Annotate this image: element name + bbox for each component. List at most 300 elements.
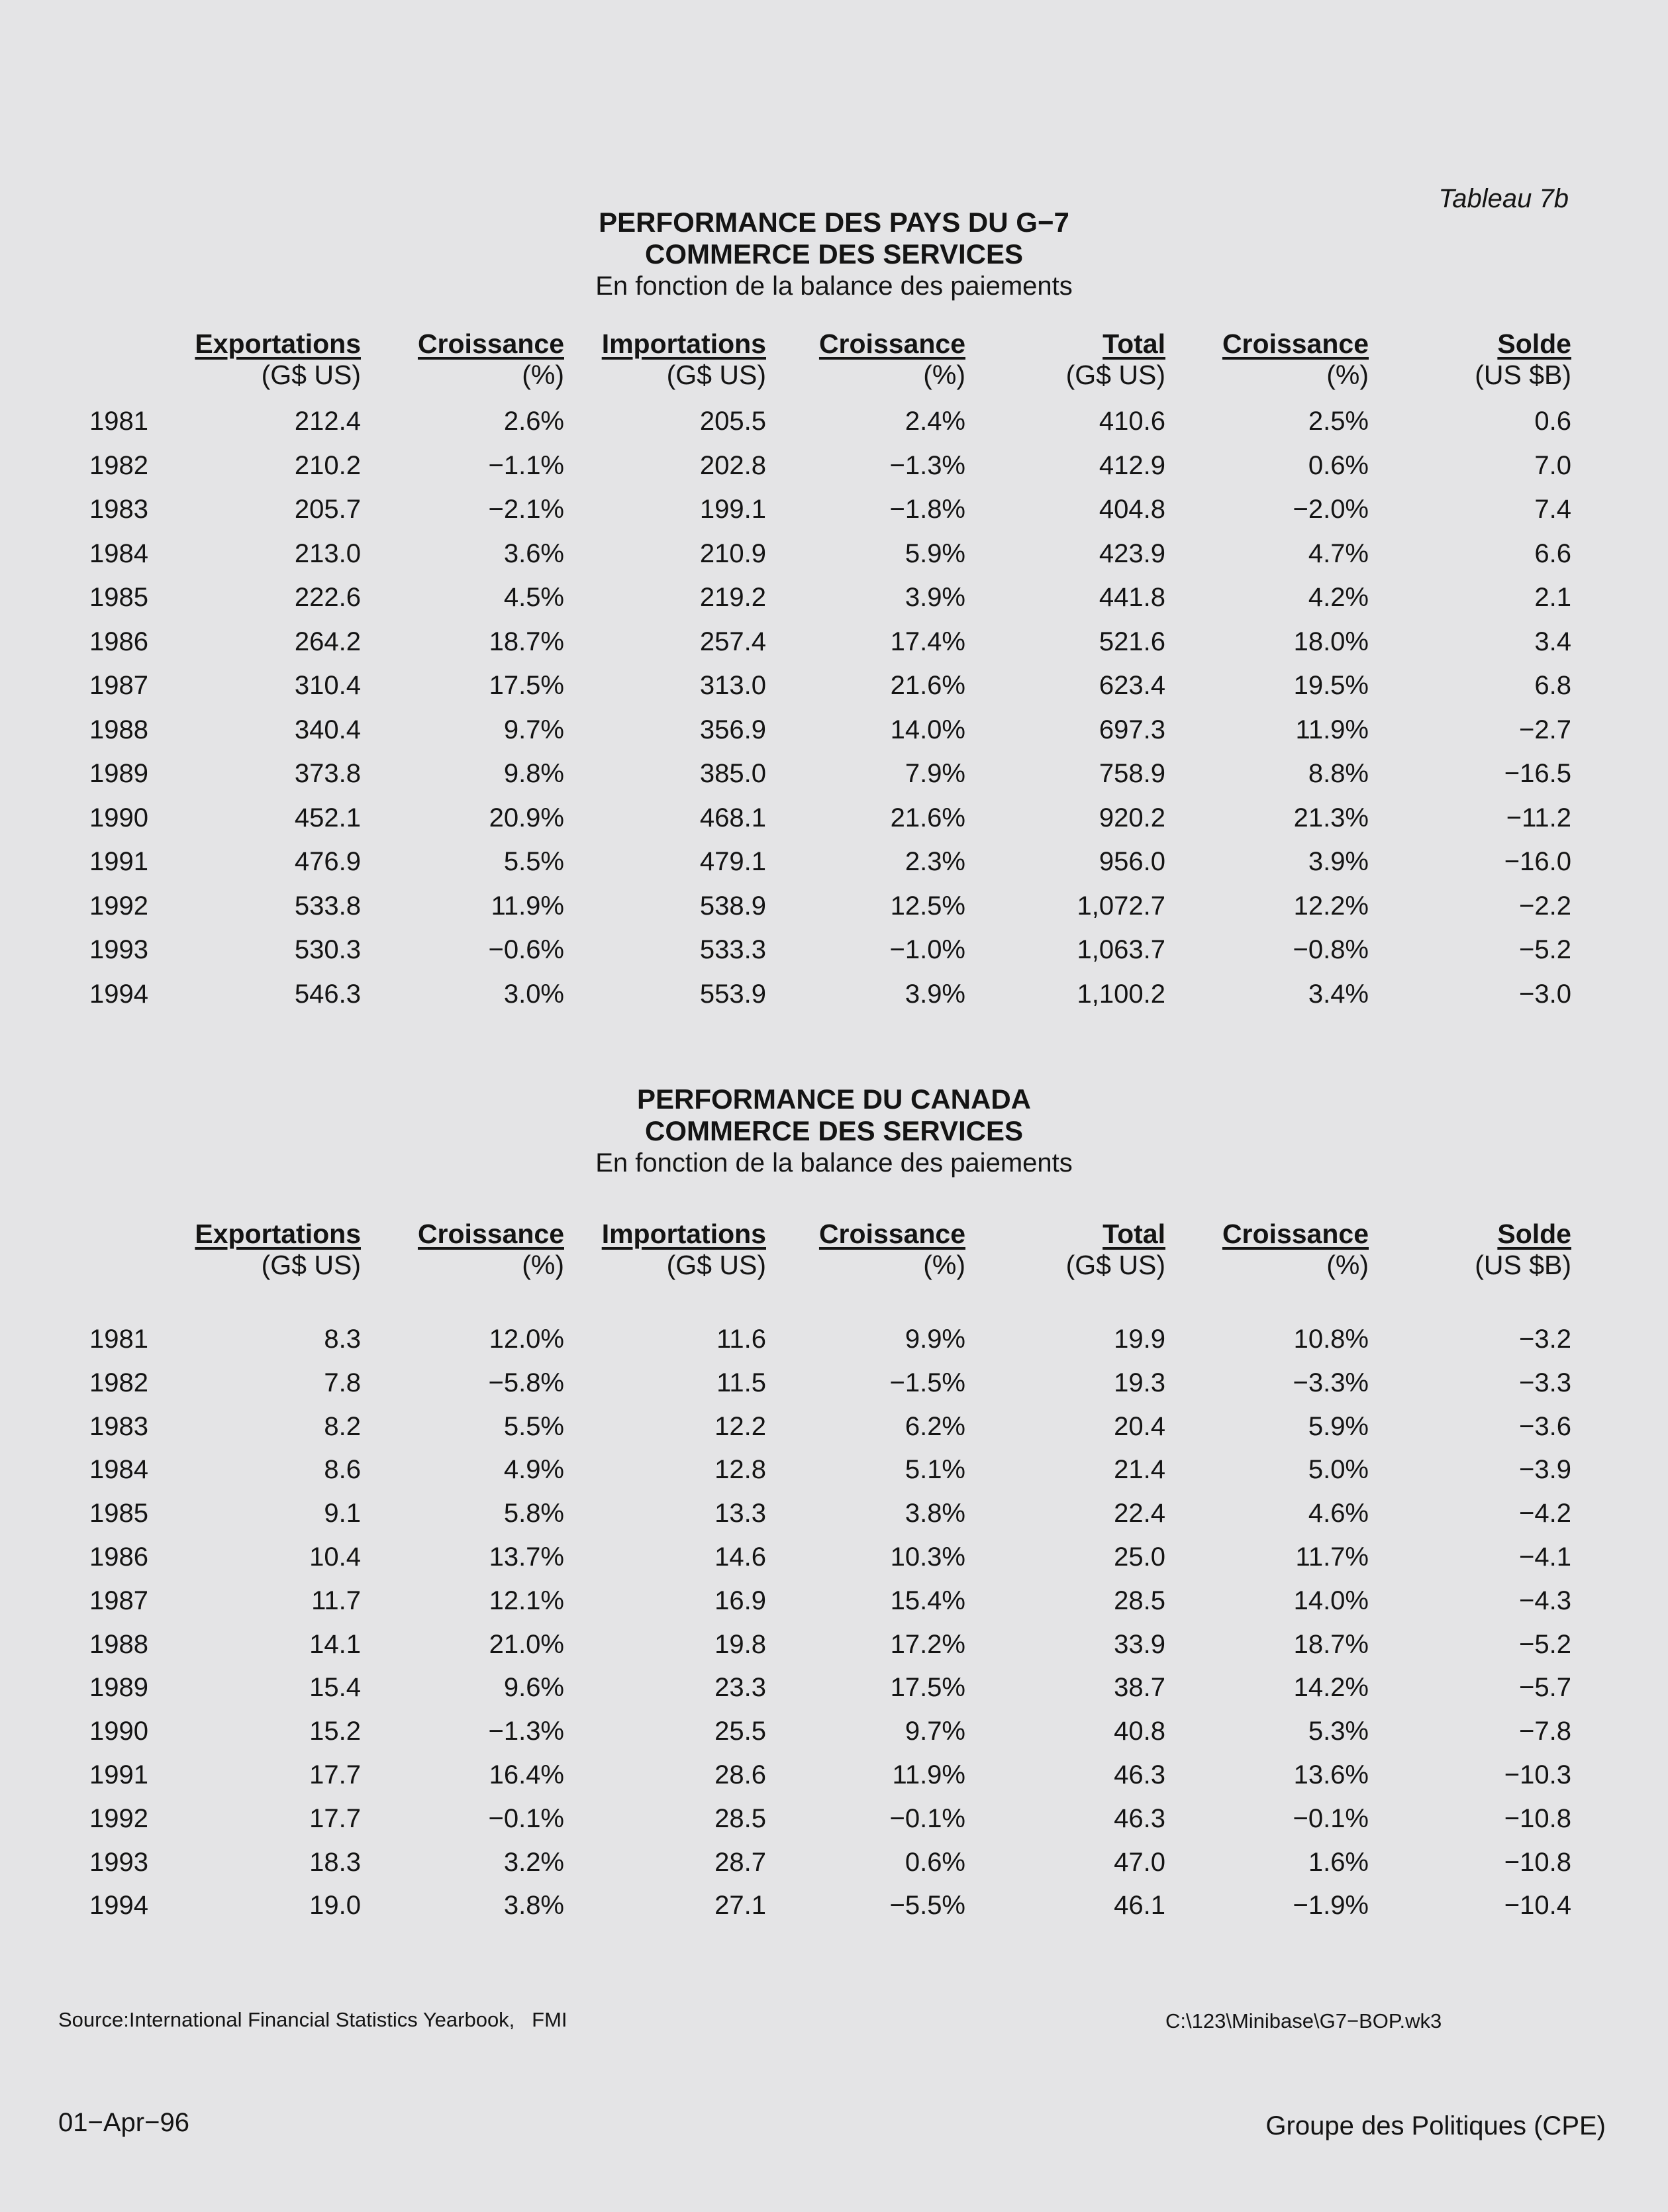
value-cell: 264.2 [294,627,361,656]
year-cell: 1988 [89,1629,148,1659]
value-cell: −1.3% [488,1717,564,1746]
value-cell: 11.9% [1295,715,1369,744]
value-cell: 0.6% [1308,450,1369,480]
value-cell: 25.5 [714,1717,766,1746]
file-path: C:\123\Minibase\G7−BOP.wk3 [1165,2009,1442,2033]
value-cell: 12.2% [1293,891,1369,921]
source-note: Source:International Financial Statistics Yearbook, FMI [58,2008,567,2031]
value-cell: −3.0 [1519,979,1571,1009]
value-cell: −1.8% [889,495,965,524]
value-cell: 385.0 [699,759,766,788]
value-cell: 3.4 [1534,627,1571,656]
value-cell: 21.0% [489,1629,564,1659]
value-cell: 11.9% [892,1760,965,1789]
value-cell: 18.7% [1293,1629,1369,1659]
value-cell: 4.7% [1308,538,1369,568]
year-cell: 1986 [89,1542,148,1572]
value-cell: −2.1% [488,495,564,524]
column-header [195,328,361,391]
value-cell: −16.5 [1504,759,1571,788]
value-cell: −3.2 [1519,1325,1571,1354]
value-cell: 6.6 [1534,538,1571,568]
table-row [0,847,1668,887]
value-cell: 538.9 [699,891,766,921]
value-cell: 2.3% [905,847,965,876]
column-header-label: Croissance [818,328,965,359]
value-cell: 6.2% [905,1411,965,1441]
table-row [0,1412,1668,1452]
year-cell: 1993 [89,935,148,964]
value-cell: 1,100.2 [1077,979,1165,1009]
column-header-unit: (%) [522,360,564,390]
value-cell: 47.0 [1114,1847,1165,1877]
year-cell: 1991 [89,847,148,876]
value-cell: 9.9% [905,1325,965,1354]
value-cell: 441.8 [1099,583,1165,612]
table-row [0,495,1668,534]
value-cell: 12.0% [489,1325,564,1354]
value-cell: 15.4% [890,1585,965,1615]
value-cell: 9.6% [503,1673,564,1703]
column-header-unit: (US $B) [1475,360,1571,390]
value-cell: 11.9% [491,891,564,921]
value-cell: 18.0% [1293,627,1369,656]
table-row [0,1586,1668,1626]
column-header [1475,1219,1571,1281]
value-cell: 20.9% [489,803,564,832]
value-cell: 5.8% [503,1499,564,1529]
year-cell: 1981 [89,1325,148,1354]
value-cell: 3.6% [503,538,564,568]
table-row [0,803,1668,843]
value-cell: 7.9% [905,759,965,788]
column-header-unit: (%) [1326,1250,1369,1280]
value-cell: 3.9% [905,979,965,1009]
value-cell: 19.5% [1293,671,1369,700]
value-cell: 12.1% [489,1585,564,1615]
year-cell: 1992 [89,1803,148,1833]
value-cell: 5.5% [503,847,564,876]
value-cell: 3.9% [1308,847,1369,876]
value-cell: 5.9% [1308,1411,1369,1441]
value-cell: −0.1% [1293,1803,1369,1833]
canada-caption: En fonction de la balance des paiements [595,1148,1073,1178]
column-header [195,1219,361,1281]
value-cell: 21.3% [1293,803,1369,832]
column-header-unit: (%) [923,360,965,390]
value-cell: 404.8 [1099,495,1165,524]
value-cell: 533.8 [294,891,361,921]
column-header-unit: (%) [1326,360,1369,390]
value-cell: −0.6% [488,935,564,964]
value-cell: 7.4 [1534,495,1571,524]
value-cell: −0.1% [889,1803,965,1833]
value-cell: 210.9 [699,538,766,568]
value-cell: 12.2 [714,1411,766,1441]
value-cell: 623.4 [1099,671,1165,700]
year-cell: 1991 [89,1760,148,1789]
value-cell: 5.0% [1308,1455,1369,1485]
table-row [0,1325,1668,1364]
value-cell: 205.5 [699,407,766,436]
table-row [0,891,1668,931]
column-header-label: Importations [601,1219,766,1249]
value-cell: 212.4 [294,407,361,436]
value-cell: 28.6 [714,1760,766,1789]
value-cell: 10.8% [1293,1325,1369,1354]
value-cell: 10.4 [309,1542,361,1572]
value-cell: 18.3 [309,1847,361,1877]
value-cell: 7.0 [1534,450,1571,480]
value-cell: 3.9% [905,583,965,612]
value-cell: 19.3 [1114,1368,1165,1397]
table-row [0,1542,1668,1582]
value-cell: −2.0% [1293,495,1369,524]
canada-subtitle: COMMERCE DES SERVICES [645,1115,1023,1147]
value-cell: 6.8 [1534,671,1571,700]
value-cell: 8.8% [1308,759,1369,788]
value-cell: 3.0% [503,979,564,1009]
value-cell: 4.2% [1308,583,1369,612]
table-number-label: Tableau 7b [1438,184,1569,213]
canada-title-block [0,1083,1668,1178]
value-cell: 14.0% [890,715,965,744]
column-header-label: Exportations [195,328,361,359]
value-cell: 21.4 [1114,1455,1165,1485]
column-header-unit: (%) [522,1250,564,1280]
year-cell: 1983 [89,1411,148,1441]
value-cell: 468.1 [699,803,766,832]
value-cell: 2.5% [1308,407,1369,436]
column-header [1222,328,1369,391]
year-cell: 1994 [89,1891,148,1921]
table-row [0,1673,1668,1713]
value-cell: 28.7 [714,1847,766,1877]
value-cell: 17.5% [890,1673,965,1703]
value-cell: 10.3% [890,1542,965,1572]
table-row [0,583,1668,623]
document-date: 01−Apr−96 [58,2108,189,2137]
column-header [1066,328,1165,391]
value-cell: 17.7 [309,1760,361,1789]
value-cell: 8.6 [324,1455,361,1485]
table-row [0,1455,1668,1495]
value-cell: 219.2 [699,583,766,612]
column-header-label: Total [1103,328,1165,359]
value-cell: 9.1 [324,1499,361,1529]
table-row [0,539,1668,579]
column-header-unit: (G$ US) [1065,1250,1165,1280]
value-cell: 533.3 [699,935,766,964]
column-header-label: Croissance [1222,1219,1369,1249]
value-cell: −5.8% [488,1368,564,1397]
column-header-unit: (G$ US) [1065,360,1165,390]
year-cell: 1989 [89,1673,148,1703]
value-cell: 4.5% [503,583,564,612]
table-row [0,671,1668,711]
value-cell: 28.5 [1114,1585,1165,1615]
value-cell: −0.8% [1293,935,1369,964]
year-cell: 1989 [89,759,148,788]
value-cell: 16.9 [714,1585,766,1615]
value-cell: 423.9 [1099,538,1165,568]
value-cell: −1.9% [1293,1891,1369,1921]
value-cell: −4.2 [1519,1499,1571,1529]
value-cell: 22.4 [1114,1499,1165,1529]
column-header-label: Solde [1497,1219,1571,1249]
table-row [0,1848,1668,1887]
value-cell: 1.6% [1308,1847,1369,1877]
value-cell: 14.6 [714,1542,766,1572]
value-cell: 11.7 [311,1585,361,1615]
value-cell: −7.8 [1519,1717,1571,1746]
value-cell: −1.5% [889,1368,965,1397]
year-cell: 1990 [89,1717,148,1746]
column-header-label: Croissance [1222,328,1369,359]
value-cell: 33.9 [1114,1629,1165,1659]
value-cell: −1.0% [889,935,965,964]
value-cell: 23.3 [714,1673,766,1703]
value-cell: 14.0% [1293,1585,1369,1615]
year-cell: 1985 [89,583,148,612]
table-row [0,1760,1668,1800]
value-cell: 21.6% [890,671,965,700]
column-header-unit: (G$ US) [666,1250,766,1280]
value-cell: 1,072.7 [1077,891,1165,921]
table-row [0,1804,1668,1844]
value-cell: 530.3 [294,935,361,964]
value-cell: 553.9 [699,979,766,1009]
value-cell: 476.9 [294,847,361,876]
value-cell: 8.2 [324,1411,361,1441]
year-cell: 1987 [89,671,148,700]
value-cell: −2.2 [1519,891,1571,921]
value-cell: −16.0 [1504,847,1571,876]
value-cell: −4.3 [1519,1585,1571,1615]
value-cell: 2.6% [503,407,564,436]
table-row [0,1368,1668,1408]
value-cell: 479.1 [699,847,766,876]
value-cell: 313.0 [699,671,766,700]
value-cell: 20.4 [1114,1411,1165,1441]
table-row [0,627,1668,667]
table-row [0,451,1668,491]
value-cell: 210.2 [294,450,361,480]
value-cell: 697.3 [1099,715,1165,744]
column-header [1066,1219,1165,1281]
value-cell: 17.2% [890,1629,965,1659]
value-cell: 9.7% [905,1717,965,1746]
table-row [0,1717,1668,1756]
value-cell: −5.2 [1519,935,1571,964]
value-cell: 5.5% [503,1411,564,1441]
value-cell: 28.5 [714,1803,766,1833]
year-cell: 1994 [89,979,148,1009]
value-cell: 758.9 [1099,759,1165,788]
value-cell: −0.1% [488,1803,564,1833]
table-row [0,759,1668,799]
year-cell: 1987 [89,1585,148,1615]
column-header [418,328,564,391]
value-cell: 46.3 [1114,1760,1165,1789]
value-cell: −10.4 [1504,1891,1571,1921]
value-cell: 21.6% [890,803,965,832]
table-row [0,980,1668,1019]
value-cell: 222.6 [294,583,361,612]
value-cell: −10.8 [1504,1803,1571,1833]
value-cell: 15.2 [309,1717,361,1746]
value-cell: 38.7 [1114,1673,1165,1703]
year-cell: 1982 [89,1368,148,1397]
organization-name: Groupe des Politiques (CPE) [1265,2111,1606,2140]
year-cell: 1984 [89,1455,148,1485]
value-cell: 4.6% [1308,1499,1369,1529]
value-cell: 205.7 [294,495,361,524]
value-cell: 2.1 [1534,583,1571,612]
value-cell: −10.3 [1504,1760,1571,1789]
value-cell: 46.3 [1114,1803,1165,1833]
column-header-label: Croissance [417,328,564,359]
value-cell: 956.0 [1099,847,1165,876]
value-cell: 17.7 [309,1803,361,1833]
value-cell: 19.0 [309,1891,361,1921]
year-cell: 1983 [89,495,148,524]
value-cell: 340.4 [294,715,361,744]
value-cell: 27.1 [714,1891,766,1921]
column-header-unit: (G$ US) [261,1250,361,1280]
column-header-unit: (US $B) [1475,1250,1571,1280]
column-header-label: Croissance [417,1219,564,1249]
value-cell: 9.7% [503,715,564,744]
value-cell: 4.9% [503,1455,564,1485]
year-cell: 1982 [89,450,148,480]
value-cell: 25.0 [1114,1542,1165,1572]
value-cell: 14.1 [309,1629,361,1659]
value-cell: −10.8 [1504,1847,1571,1877]
value-cell: −1.1% [488,450,564,480]
column-header [1475,328,1571,391]
value-cell: 19.9 [1114,1325,1165,1354]
column-header-label: Croissance [818,1219,965,1249]
value-cell: 546.3 [294,979,361,1009]
table-row [0,1499,1668,1538]
table-row [0,935,1668,975]
column-header-label: Solde [1497,328,1571,359]
column-header [1222,1219,1369,1281]
column-header [418,1219,564,1281]
canada-title: PERFORMANCE DU CANADA [637,1083,1031,1115]
value-cell: 16.4% [489,1760,564,1789]
value-cell: 1,063.7 [1077,935,1165,964]
value-cell: 7.8 [324,1368,361,1397]
value-cell: 3.8% [503,1891,564,1921]
column-header-label: Total [1103,1219,1165,1249]
g7-caption: En fonction de la balance des paiements [595,271,1073,301]
value-cell: −1.3% [889,450,965,480]
value-cell: 3.8% [905,1499,965,1529]
value-cell: 213.0 [294,538,361,568]
column-header-unit: (G$ US) [261,360,361,390]
value-cell: −11.2 [1506,803,1571,832]
value-cell: 3.2% [503,1847,564,1877]
year-cell: 1985 [89,1499,148,1529]
value-cell: −3.6 [1519,1411,1571,1441]
column-header-label: Exportations [195,1219,361,1249]
table-row [0,407,1668,446]
value-cell: 9.8% [503,759,564,788]
value-cell: 5.1% [905,1455,965,1485]
value-cell: 412.9 [1099,450,1165,480]
value-cell: 5.9% [905,538,965,568]
value-cell: 202.8 [699,450,766,480]
value-cell: −5.5% [889,1891,965,1921]
year-cell: 1988 [89,715,148,744]
value-cell: 8.3 [324,1325,361,1354]
value-cell: 257.4 [699,627,766,656]
value-cell: 13.7% [489,1542,564,1572]
column-header-label: Importations [601,328,766,359]
value-cell: 18.7% [489,627,564,656]
value-cell: −4.1 [1519,1542,1571,1572]
value-cell: 11.7% [1295,1542,1369,1572]
value-cell: 17.4% [890,627,965,656]
value-cell: −3.9 [1519,1455,1571,1485]
value-cell: 199.1 [699,495,766,524]
value-cell: 14.2% [1293,1673,1369,1703]
column-header [819,328,965,391]
column-header-unit: (%) [923,1250,965,1280]
value-cell: −5.2 [1519,1629,1571,1659]
value-cell: −5.7 [1519,1673,1571,1703]
value-cell: −3.3% [1293,1368,1369,1397]
value-cell: 5.3% [1308,1717,1369,1746]
value-cell: 17.5% [489,671,564,700]
value-cell: 46.1 [1114,1891,1165,1921]
year-cell: 1981 [89,407,148,436]
year-cell: 1986 [89,627,148,656]
value-cell: 40.8 [1114,1717,1165,1746]
table-row [0,1630,1668,1670]
value-cell: 410.6 [1099,407,1165,436]
g7-subtitle: COMMERCE DES SERVICES [645,238,1023,270]
year-cell: 1993 [89,1847,148,1877]
column-header [819,1219,965,1281]
table-row [0,1891,1668,1931]
value-cell: −3.3 [1519,1368,1571,1397]
value-cell: 11.5 [716,1368,766,1397]
value-cell: 356.9 [699,715,766,744]
value-cell: 0.6% [905,1847,965,1877]
value-cell: −2.7 [1519,715,1571,744]
value-cell: 521.6 [1099,627,1165,656]
column-header-unit: (G$ US) [666,360,766,390]
value-cell: 13.3 [714,1499,766,1529]
g7-title-block [0,207,1668,301]
year-cell: 1992 [89,891,148,921]
value-cell: 0.6 [1534,407,1571,436]
value-cell: 3.4% [1308,979,1369,1009]
value-cell: 11.6 [716,1325,766,1354]
value-cell: 12.5% [890,891,965,921]
value-cell: 15.4 [309,1673,361,1703]
value-cell: 2.4% [905,407,965,436]
value-cell: 452.1 [294,803,361,832]
table-row [0,715,1668,755]
year-cell: 1984 [89,538,148,568]
value-cell: 12.8 [714,1455,766,1485]
value-cell: 373.8 [294,759,361,788]
value-cell: 920.2 [1099,803,1165,832]
